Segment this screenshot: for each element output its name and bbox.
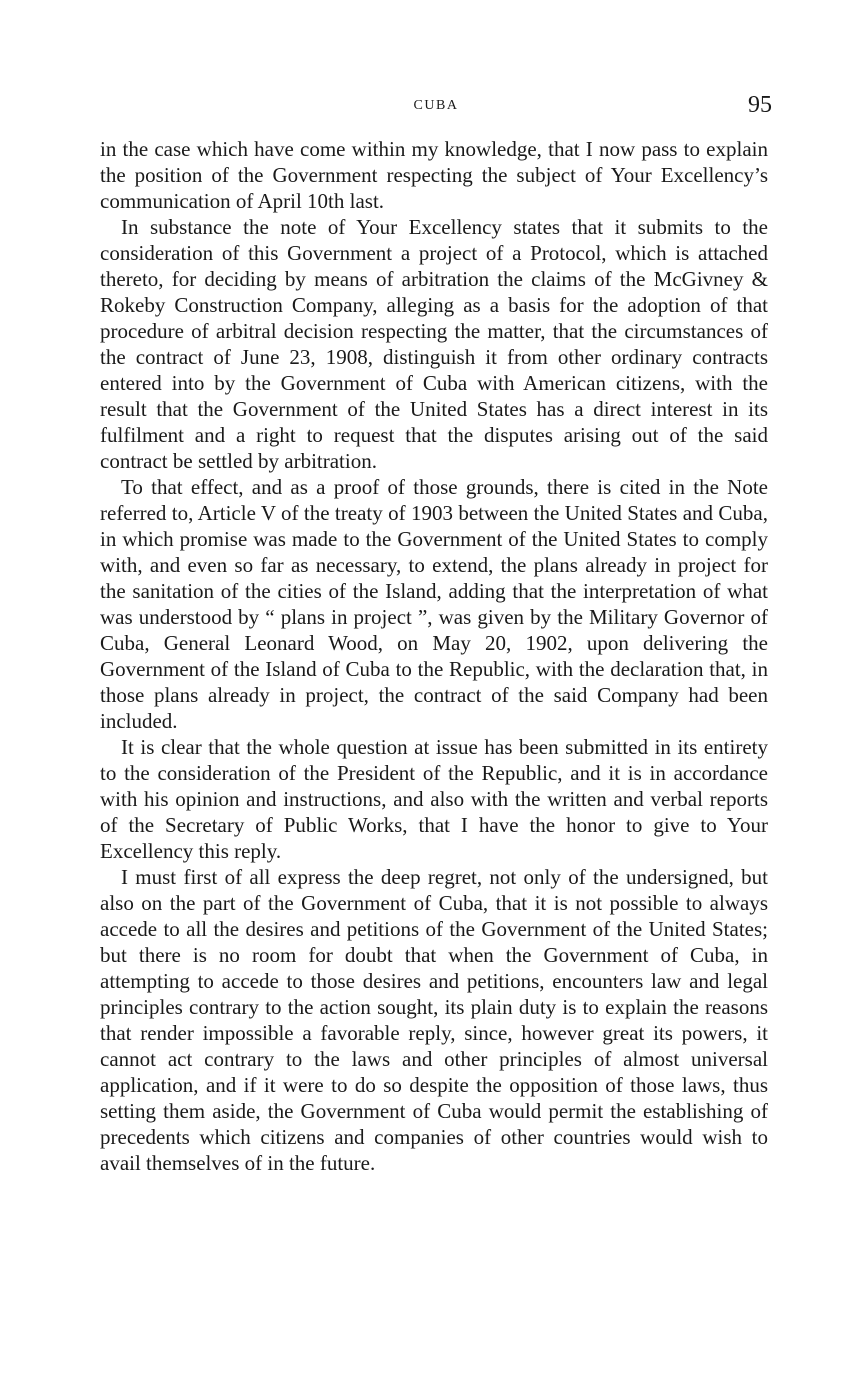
paragraph-regret: I must first of all express the deep regret, not only of the undersigned, but also on the part of the Government of Cuba, that it is not possible to always accede to all the desires and petitions of the Government of the United States; but there is no room for doubt that when the Government of Cuba, in attempting to accede to those desires and petitions, encounters law and legal principles contrary to the action sought, its plain duty is to explain the reasons that render impossible a favorable reply, since, however great its powers, it cannot act contrary to the laws and other principles of almost universal application, and if it were to do so despite the opposition of those laws, thus setting them aside, the Government of Cuba would permit the establishing of precedents which citizens and companies of other countries would wish to avail themselves of in the future. <box>100 865 768 1175</box>
paragraph-continued: in the case which have come within my knowledge, that I now pass to explain the position of the Government respecting the subject of Your Excellency’s communication of April 10th last. <box>100 137 768 213</box>
paragraph-protocol-note: In substance the note of Your Excellency states that it submits to the consideration of this Government a project of a Protocol, which is attached thereto, for deciding by means of arbitration the claims of the McGivney & Rokeby Construction Company, alleging as a basis for the adoption of that procedure of arbitral decision respecting the matter, that the circumstances of the contract of June 23, 1908, distinguish it from other ordinary contracts entered into by the Government of Cuba with American citizens, with the result that the Government of the United States has a direct interest in its fulfilment and a right to request that the disputes arising out of the said contract be settled by arbitration. <box>100 215 768 473</box>
paragraph-president-opinion: It is clear that the whole question at issue has been submitted in its entirety to the consideration of the President of the Republic, and it is in accordance with his opinion and instructions, and also with the written and verbal reports of the Secretary of Public Works, that I have the honor to give to Your Excellency this reply. <box>100 735 768 863</box>
running-title: CUBA <box>413 98 459 113</box>
body-text <box>100 136 768 1176</box>
running-head <box>100 92 772 122</box>
page-number: 95 <box>748 92 772 118</box>
paragraph-article-v: To that effect, and as a proof of those grounds, there is cited in the Note referred to, Article V of the treaty of 1903 between the United States and Cuba, in which promise was made to the Government of the United States to comply with, and even so far as necessary, to extend, the plans already in project for the sanitation of the cities of the Island, adding that the interpretation of what was understood by “ plans in project ”, was given by the Military Governor of Cuba, General Leonard Wood, on May 20, 1902, upon delivering the Government of the Island of Cuba to the Republic, with the declaration that, in those plans already in project, the contract of the said Company had been included. <box>100 475 768 733</box>
